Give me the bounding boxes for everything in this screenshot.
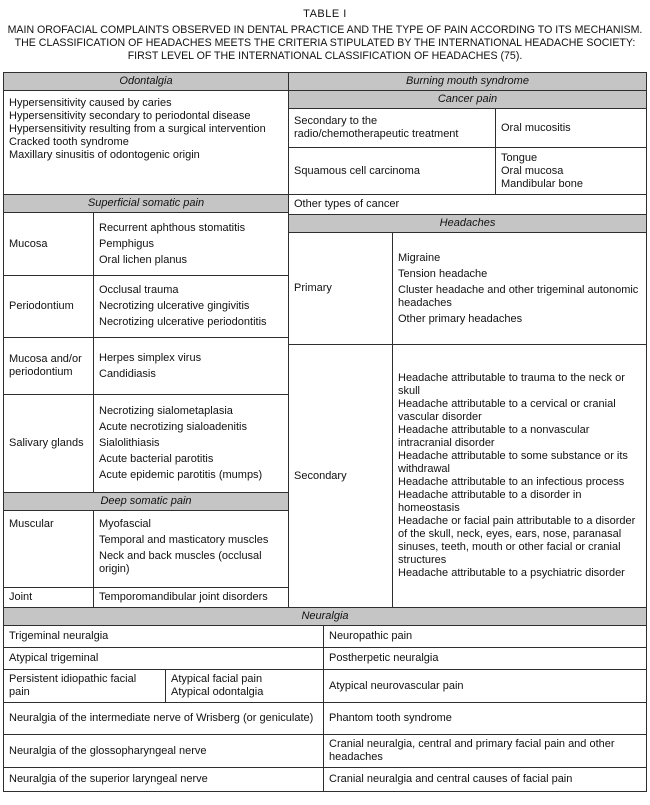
oral-mucositis-cell [496, 109, 647, 148]
list-item: Headache attributable to trauma to the neck or skull [398, 372, 625, 397]
list-item: Headache attributable to a psychiatric disorder [398, 567, 625, 579]
list-item: Tongue [501, 151, 538, 164]
orofacial-complaints-table [3, 72, 647, 792]
salivary-glands-conditions-cell [94, 395, 289, 493]
list-item: Hypersensitivity caused by caries [9, 97, 172, 109]
other-cancer-cell: Other types of cancer [289, 195, 647, 215]
primary-label: Primary [289, 233, 393, 345]
list-item: Other primary headaches [398, 312, 523, 325]
phantom-tooth-cell: Phantom tooth syndrome [324, 703, 647, 735]
periodontium-conditions-cell [94, 276, 289, 338]
list-item: Hypersensitivity secondary to periodontal disease [9, 110, 251, 122]
list-item: Hypersensitivity resulting from a surgical intervention [9, 123, 266, 135]
list-item: Oral lichen planus [99, 253, 188, 266]
left-column [4, 73, 289, 608]
neuralgia-row-1 [4, 626, 647, 648]
salivary-glands-label: Salivary glands [4, 395, 94, 493]
list-item: Headache attributable to a cervical or cranial vascular disorder [398, 398, 616, 423]
secondary-headache-cell [393, 345, 647, 608]
list-item: Maxillary sinusitis of odontogenic origin [9, 149, 200, 161]
cranial-neuralgia-central-cell: Cranial neuralgia and central causes of facial pain [324, 768, 647, 792]
table-number: TABLE I [303, 8, 347, 20]
squamous-carcinoma-label: Squamous cell carcinoma [289, 148, 496, 195]
table-upper-section [4, 73, 647, 608]
radiochemotherapy-row [289, 109, 647, 148]
mucosa-periodontium-row [4, 338, 289, 395]
muscular-row [4, 511, 289, 588]
mucosa-row [4, 213, 289, 276]
mucosa-conditions-cell [94, 213, 289, 276]
radiochemotherapy-label: Secondary to the radio/chemotherapeutic treatment [289, 109, 496, 148]
list-item: Cracked tooth syndrome [9, 136, 129, 148]
list-item: Pemphigus [99, 237, 155, 250]
secondary-headache-row [289, 345, 647, 608]
trigeminal-neuralgia-cell: Trigeminal neuralgia [4, 626, 324, 648]
neuropathic-pain-cell: Neuropathic pain [324, 626, 647, 648]
list-item: Necrotizing ulcerative periodontitis [99, 316, 267, 328]
mucosa-periodontium-label: Mucosa and/or periodontium [4, 338, 94, 395]
list-item: Temporal and masticatory muscles [99, 534, 269, 546]
odontalgia-header: Odontalgia [4, 73, 289, 91]
cranial-neuralgia-primary-cell: Cranial neuralgia, central and primary facial pain and other headaches [324, 735, 647, 768]
list-item: Temporomandibular joint disorders [99, 591, 268, 603]
list-item: Sialolithiasis [99, 437, 160, 449]
persistent-idiopathic-cell: Persistent idiopathic facial pain [4, 670, 166, 703]
periodontium-label: Periodontium [4, 276, 94, 338]
list-item: Atypical facial pain [171, 673, 263, 685]
list-item: Neck and back muscles (occlusal origin) [99, 550, 262, 575]
neuralgia-header: Neuralgia [4, 608, 647, 626]
joint-label: Joint [4, 588, 94, 608]
list-item: Oral mucositis [501, 121, 571, 134]
muscular-conditions-cell [94, 511, 289, 588]
list-item: Oral mucosa [501, 164, 564, 177]
squamous-carcinoma-row [289, 148, 647, 195]
list-item: Mandibular bone [501, 177, 583, 190]
list-item: Necrotizing ulcerative gingivitis [99, 300, 250, 312]
neuralgia-row-3 [4, 670, 647, 703]
odontalgia-cell [4, 91, 289, 195]
neuralgia-row-6 [4, 768, 647, 792]
list-item: Headache attributable to a nonvascular intracranial disorder [398, 424, 590, 449]
postherpetic-neuralgia-cell: Postherpetic neuralgia [324, 648, 647, 670]
list-item: Atypical odontalgia [171, 686, 264, 698]
atypical-trigeminal-cell: Atypical trigeminal [4, 648, 324, 670]
list-item: Candidiasis [99, 367, 156, 380]
wrisberg-nerve-cell: Neuralgia of the intermediate nerve of Wrisberg (or geniculate) [4, 703, 324, 735]
deep-somatic-pain-header: Deep somatic pain [4, 493, 289, 511]
cancer-pain-header: Cancer pain [289, 91, 647, 109]
list-item: Acute bacterial parotitis [99, 453, 214, 465]
burning-mouth-syndrome-header: Burning mouth syndrome [289, 73, 647, 91]
list-item: Headache or facial pain attributable to a disorder of the skull, neck, eyes, ears, nose, paranasal sinuses, teeth, mouth or other facial or cranial structures [398, 515, 636, 566]
periodontium-row [4, 276, 289, 338]
headaches-header: Headaches [289, 215, 647, 233]
list-item: Cluster headache and other trigeminal autonomic headaches [398, 283, 639, 309]
mucosa-periodontium-conditions-cell [94, 338, 289, 395]
list-item: Acute epidemic parotitis (mumps) [99, 469, 263, 481]
list-item: Migraine [398, 251, 441, 264]
secondary-label: Secondary [289, 345, 393, 608]
primary-headache-row [289, 233, 647, 345]
list-item: Occlusal trauma [99, 284, 179, 296]
neuralgia-row-2 [4, 648, 647, 670]
glossopharyngeal-nerve-cell: Neuralgia of the glossopharyngeal nerve [4, 735, 324, 768]
list-item: Headache attributable to an infectious process [398, 476, 625, 488]
muscular-label: Muscular [4, 511, 94, 588]
list-item: Herpes simplex virus [99, 351, 202, 364]
list-item: Headache attributable to a disorder in homeostasis [398, 489, 582, 514]
primary-headache-cell [393, 233, 647, 345]
list-item: Myofascial [99, 518, 151, 530]
list-item: Recurrent aphthous stomatitis [99, 221, 246, 234]
list-item: Necrotizing sialometaplasia [99, 405, 233, 417]
list-item: Tension headache [398, 267, 488, 280]
neuralgia-row-4 [4, 703, 647, 735]
mucosa-label: Mucosa [4, 213, 94, 276]
list-item: Headache attributable to some substance or its withdrawal [398, 450, 628, 475]
atypical-neurovascular-cell: Atypical neurovascular pain [324, 670, 647, 703]
right-column [289, 73, 647, 608]
list-item: Acute necrotizing sialoadenitis [99, 421, 247, 433]
superficial-somatic-pain-header: Superficial somatic pain [4, 195, 289, 213]
salivary-glands-row [4, 395, 289, 493]
superior-laryngeal-nerve-cell: Neuralgia of the superior laryngeal nerve [4, 768, 324, 792]
joint-conditions-cell [94, 588, 289, 608]
carcinoma-sites-cell [496, 148, 647, 195]
neuralgia-row-5 [4, 735, 647, 768]
atypical-pain-subcell [166, 670, 324, 703]
joint-row [4, 588, 289, 608]
table-caption: MAIN OROFACIAL COMPLAINTS OBSERVED IN DENTAL PRACTICE AND THE TYPE OF PAIN ACCORDING TO ITS MECHANISM. THE CLASSIFICATION OF HEADACHES MEETS THE CRITERIA STIPULATED BY THE INTERNATIONAL HEADACHE SOCIETY: FIRST LEVEL OF THE INTERNATIONAL CLASSIFICATION OF HEADACHES (75). [7, 24, 643, 62]
